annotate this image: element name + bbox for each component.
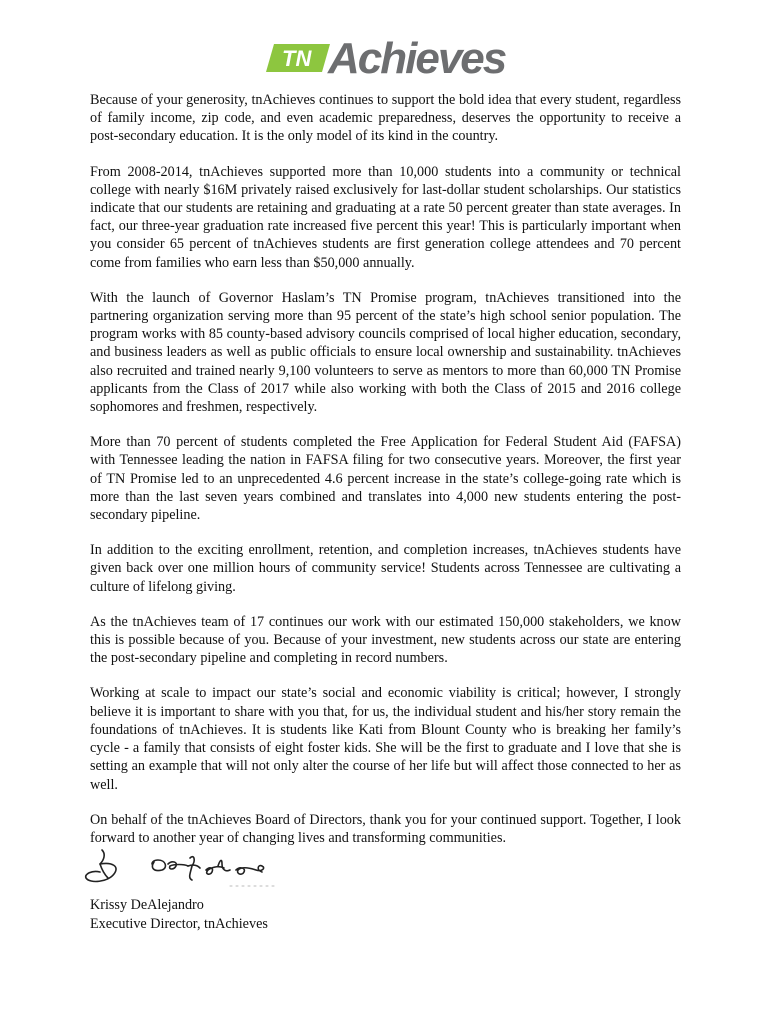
paragraph-3: With the launch of Governor Haslam’s TN Promise program, tnAchieves transitioned into the partnering organization serving more than 95 percent of the state’s high school senior population. The program works with 85 county-based advisory councils comprised of local higher education, secondary, and business leaders as well as public officials to ensure local ownership and sustainability. tnAchieves also recruited and trained nearly 9,100 volunteers to serve as mentors to more than 60,000 TN Promise applicants from the Class of 2017 while also working with both the Class of 2015 and 2016 college sophomores and freshmen, respectively. [90,289,681,416]
signer-title: Executive Director, tnAchieves [90,915,268,932]
paragraph-4: More than 70 percent of students completed the Free Application for Federal Student Aid (FAFSA) with Tennessee leading the nation in FAFSA filing for two consecutive years. Moreover, the first year of TN Promise led to an unprecedented 4.6 percent increase in the state’s college-going rate which is more than the last seven years combined and translates into 4,000 new students entering the post-secondary pipeline. [90,434,681,524]
letter-body [90,91,681,864]
logo-badge-text: TN [282,46,312,71]
paragraph-1: Because of your generosity, tnAchieves continues to support the bold idea that every student, regardless of family income, zip code, and even academic preparedness, deserves the opportunity to receive a post-secondary education. It is the only model of its kind in the country. [90,92,681,145]
paragraph-2: From 2008-2014, tnAchieves supported more than 10,000 students into a community or technical college with nearly $16M privately raised exclusively for last-dollar student scholarships. Our statistics indicate that our students are retaining and graduating at a rate 50 percent greater than state averages. In fact, our three-year graduation rate increased five percent this year! This is particularly important when you consider 65 percent of tnAchieves students are first generation college attendees and 70 percent come from families who earn less than $50,000 annually. [90,163,681,271]
paragraph-8: On behalf of the tnAchieves Board of Directors, thank you for your continued support. Together, I look forward to another year of changing lives and transforming communities. [90,811,681,846]
paragraph-5: In addition to the exciting enrollment, retention, and completion increases, tnAchieves students have given back over one million hours of community service! Students across Tennessee are cultivating a culture of lifelong giving. [90,542,681,595]
tnachieves-logo [262,32,512,78]
logo-word-text: Achieves [328,34,506,78]
signer-name: Krissy DeAlejandro [90,897,204,913]
closing-block [90,896,268,933]
paragraph-6: As the tnAchieves team of 17 continues our work with our estimated 150,000 stakeholders, we know this is possible because of you. Because of your investment, new students across our state are entering the post-secondary pipeline and completing in record numbers. [90,613,681,667]
paragraph-7: Working at scale to impact our state’s social and economic viability is critical; however, I strongly believe it is important to share with you that, for us, the individual student and his/her story remain the foundations of tnAchieves. It is students like Kati from Blount County who is breaking her family’s cycle - a family that consists of eight foster kids. She will be the first to graduate and I love that she is setting an example that will not only alter the course of her life but will affect those connected to her as well. [90,685,681,793]
handwritten-signature [80,844,290,892]
